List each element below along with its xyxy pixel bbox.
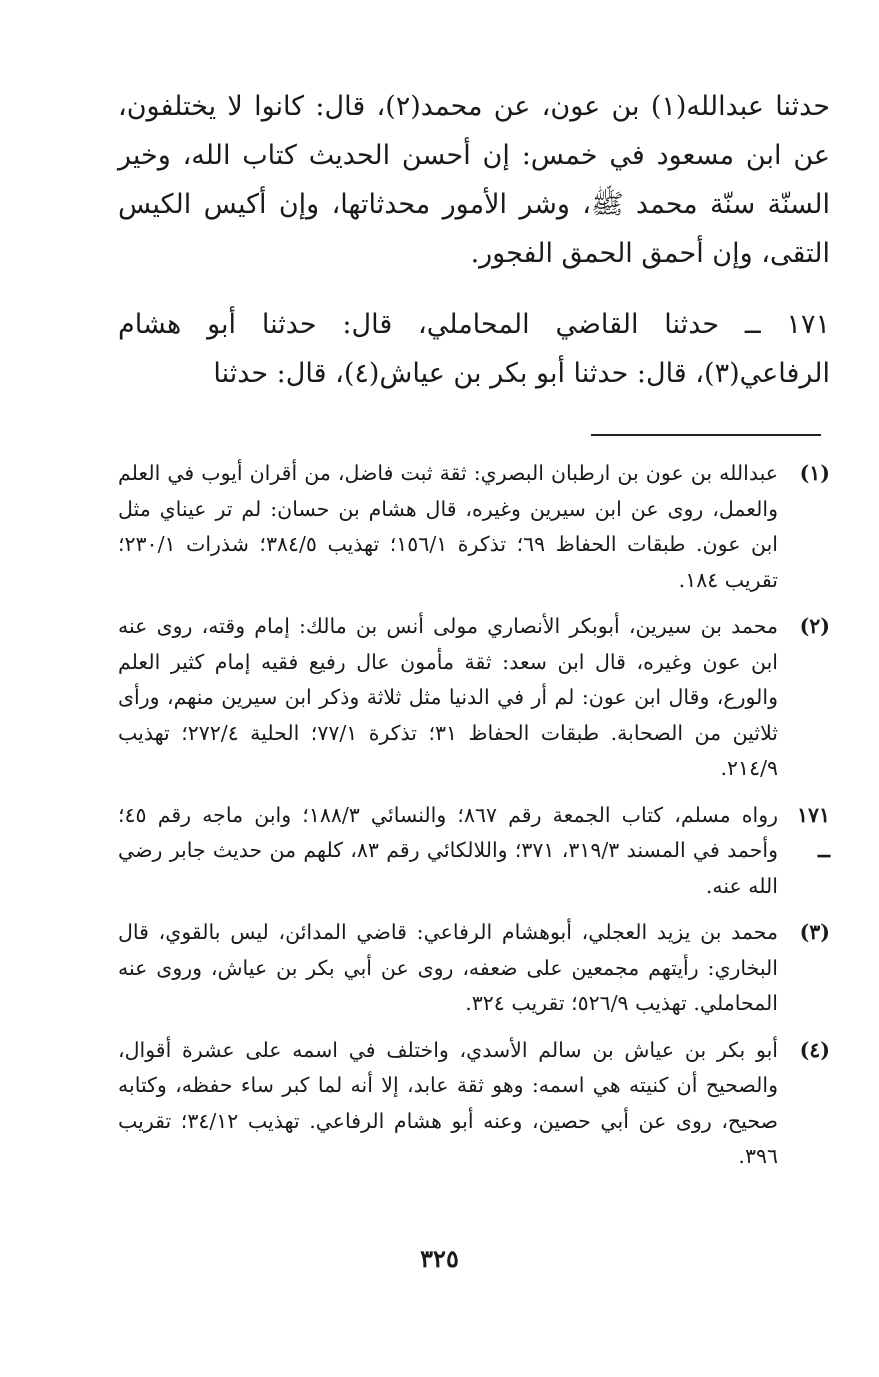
footnote-marker: ١٧١ ــ <box>796 802 830 862</box>
footnote-marker: (٣) <box>799 920 830 944</box>
main-paragraph-2: ١٧١ ــ حدثنا القاضي المحاملي، قال: حدثنا أبو هشام الرفاعي(٣)، قال: حدثنا أبو بكر بن عياش(٤)، قال: حدثنا <box>118 309 830 389</box>
footnote-2 <box>118 609 830 787</box>
footnote-text: محمد بن يزيد العجلي، أبوهشام الرفاعي: قاضي المدائن، ليس بالقوي، قال البخاري: رأيتهم مجمعين على ضعفه، روى عن أبي بكر بن عياش، وروى عنه المحاملي. تهذيب ٥٢٦/٩؛ تقريب ٣٢٤. <box>118 920 778 1015</box>
footnote-3 <box>118 915 830 1022</box>
footnote-hadith-171 <box>118 798 830 905</box>
footnote-1 <box>118 456 830 598</box>
footnote-marker: (٤) <box>799 1037 830 1062</box>
footnote-4 <box>118 1033 830 1175</box>
footnote-marker: (٢) <box>799 614 830 638</box>
footnote-text: رواه مسلم، كتاب الجمعة رقم ٨٦٧؛ والنسائي ١٨٨/٣؛ وابن ماجه رقم ٤٥؛ وأحمد في المسند ٣١٩/٣، ٣٧١؛ واللالكائي رقم ٨٣، كلهم من حديث جابر رضي الله عنه. <box>118 802 779 898</box>
main-text-body <box>118 82 830 398</box>
main-paragraph-1: حدثنا عبدالله(١) بن عون، عن محمد(٢)، قال: كانوا لا يختلفون، عن ابن مسعود في خمس: إن أحسن الحديث كتاب الله، وخير السنّة سنّة محمد ﷺ، وشر الأمور محدثاتها، وإن أكيس الكيس التقى، وإن أحمق الحمق الفجور. <box>118 91 831 269</box>
footnote-text: عبدالله بن عون بن ارطبان البصري: ثقة ثبت فاضل، من أقران أيوب في العلم والعمل، روى عن ابن سيرين وغيره، قال هشام بن حسان: لم تر عيناي مثل ابن عون. طبقات الحفاظ ٦٩؛ تذكرة ١٥٦/١؛ تهذيب ٣٨٤/٥؛ شذرات ٢٣٠/١؛ تقريب ١٨٤. <box>118 461 778 592</box>
footnotes-section <box>118 456 830 1186</box>
footnote-text: محمد بن سيرين، أبوبكر الأنصاري مولى أنس بن مالك: إمام وقته، روى عنه ابن عون وغيره، قال ابن سعد: ثقة مأمون عال رفيع فقيه إمام كثير العلم والورع، وقال ابن عون: لم أر في الدنيا مثل ثلاثة وذكر ابن سيرين منهم، ورأى ثلاثين من الصحابة. طبقات الحفاظ ٣١؛ تذكرة ٧٧/١؛ الحلية ٢٧٢/٤؛ تهذيب ٢١٤/٩. <box>118 614 779 780</box>
footnote-text: أبو بكر بن عياش بن سالم الأسدي، واختلف في اسمه على عشرة أقوال، والصحيح أن كنيته هي اسمه: وهو ثقة عابد، إلا أنه لما كبر ساء حفظه، وكتابه صحيح، روى عن أبي حصين، وعنه أبو هشام الرفاعي. تهذيب ٣٤/١٢؛ تقريب ٣٩٦. <box>118 1037 778 1168</box>
page-number: ٣٢٥ <box>420 1244 459 1273</box>
footnote-divider <box>591 434 821 436</box>
footnote-marker: (١) <box>799 461 830 485</box>
